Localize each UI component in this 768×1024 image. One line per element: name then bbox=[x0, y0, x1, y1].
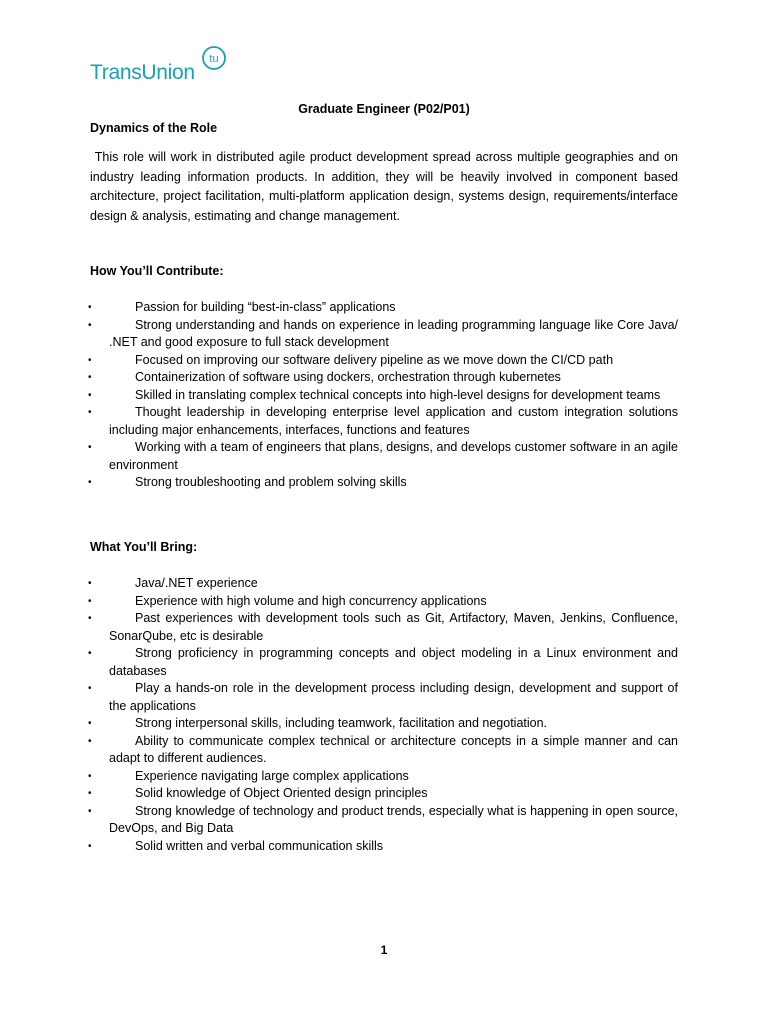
list-item bbox=[0, 715, 678, 733]
bullet-icon: • bbox=[88, 805, 92, 817]
list-item-text: Strong interpersonal skills, including teamwork, facilitation and negotiation. bbox=[135, 716, 548, 730]
document-title: Graduate Engineer (P02/P01) bbox=[298, 102, 470, 116]
tu-logo-mark-icon bbox=[200, 44, 228, 72]
bullet-icon: • bbox=[88, 442, 92, 453]
list-item bbox=[0, 803, 678, 838]
list-item-text: Experience navigating large complex applications bbox=[135, 768, 409, 783]
bullet-icon: • bbox=[88, 788, 92, 799]
bullet-icon: • bbox=[88, 613, 92, 624]
bullet-icon: • bbox=[88, 595, 92, 607]
list-item-text: Experience with high volume and high concurrency applications bbox=[135, 593, 487, 608]
logo-mark-text: tu bbox=[209, 53, 219, 65]
logo-text: TransUnion bbox=[90, 61, 195, 84]
list-item bbox=[0, 352, 678, 370]
list-item-text: Strong proficiency in programming concepts and object modeling in a Linux environment and databases bbox=[109, 646, 678, 678]
bullet-icon: • bbox=[88, 389, 92, 401]
list-item-text: Play a hands-on role in the development process including design, development and support of the applications bbox=[109, 681, 678, 713]
list-item bbox=[0, 733, 678, 768]
list-item bbox=[0, 680, 678, 715]
list-item bbox=[0, 785, 678, 803]
list-item bbox=[0, 317, 678, 352]
list-item-text: Past experiences with development tools such as Git, Artifactory, Maven, Jenkins, Confluence, SonarQube, etc is desirable bbox=[109, 611, 678, 643]
list-item-text: Strong understanding and hands on experience in leading programming language like Core Java/ .NET and good exposure to full stack development bbox=[109, 317, 678, 349]
list-item-text: Strong knowledge of technology and product trends, especially what is happening in open source, DevOps, and Big Data bbox=[109, 803, 678, 835]
list-item bbox=[0, 404, 678, 439]
bullet-icon: • bbox=[88, 354, 92, 366]
bullet-icon: • bbox=[88, 648, 92, 659]
list-item bbox=[0, 768, 678, 786]
list-item bbox=[0, 369, 678, 387]
list-item bbox=[0, 610, 678, 645]
list-item bbox=[0, 593, 678, 611]
page-number: 1 bbox=[380, 943, 388, 957]
list-item-text: Working with a team of engineers that plans, designs, and develops customer software in an agile environment bbox=[109, 440, 678, 472]
list-item-text: Solid written and verbal communication skills bbox=[135, 838, 384, 853]
list-item bbox=[0, 299, 678, 317]
contribute-list bbox=[0, 299, 768, 492]
list-item-text: Solid knowledge of Object Oriented design principles bbox=[135, 786, 428, 800]
bullet-icon: • bbox=[88, 319, 92, 331]
bullet-icon: • bbox=[88, 840, 92, 852]
list-item-text: Thought leadership in developing enterprise level application and custom integration solutions including major enhancements, interfaces, functions and features bbox=[109, 405, 678, 437]
list-item bbox=[0, 387, 678, 405]
bullet-icon: • bbox=[88, 302, 92, 313]
bring-heading: What You’ll Bring: bbox=[90, 540, 198, 554]
list-item bbox=[0, 474, 678, 492]
list-item-text: Strong troubleshooting and problem solving skills bbox=[135, 475, 407, 489]
contribute-heading: How You’ll Contribute: bbox=[90, 264, 224, 278]
list-item bbox=[0, 645, 678, 680]
list-item bbox=[0, 439, 678, 474]
list-item-text: Passion for building “best-in-class” applications bbox=[135, 300, 396, 314]
bullet-icon: • bbox=[88, 735, 92, 747]
dynamics-heading: Dynamics of the Role bbox=[90, 121, 218, 135]
list-item-text: Containerization of software using dockers, orchestration through kubernetes bbox=[135, 370, 561, 384]
list-item-text: Java/.NET experience bbox=[135, 576, 258, 590]
bullet-icon: • bbox=[88, 683, 92, 694]
transunion-logo bbox=[90, 44, 230, 88]
bullet-icon: • bbox=[88, 407, 92, 418]
bullet-icon: • bbox=[88, 477, 92, 488]
bullet-icon: • bbox=[88, 770, 92, 782]
intro-text: This role will work in distributed agile product development spread across multiple geographies and on industry leading information products. In addition, they will be heavily involved in component based architecture, project facilitation, multi-platform application design, systems design, requirements/interface design & analysis, estimating and change management. bbox=[90, 150, 678, 223]
bullet-icon: • bbox=[88, 578, 92, 589]
bullet-icon: • bbox=[88, 718, 92, 729]
list-item bbox=[0, 838, 678, 856]
list-item-text: Focused on improving our software delivery pipeline as we move down the CI/CD path bbox=[135, 352, 614, 367]
bullet-icon: • bbox=[88, 372, 92, 383]
bring-list bbox=[0, 575, 768, 855]
list-item bbox=[0, 575, 678, 593]
list-item-text: Ability to communicate complex technical or architecture concepts in a simple manner and can adapt to different audiences. bbox=[109, 733, 678, 765]
list-item-text: Skilled in translating complex technical concepts into high-level designs for development teams bbox=[135, 387, 661, 402]
intro-paragraph bbox=[90, 148, 678, 226]
